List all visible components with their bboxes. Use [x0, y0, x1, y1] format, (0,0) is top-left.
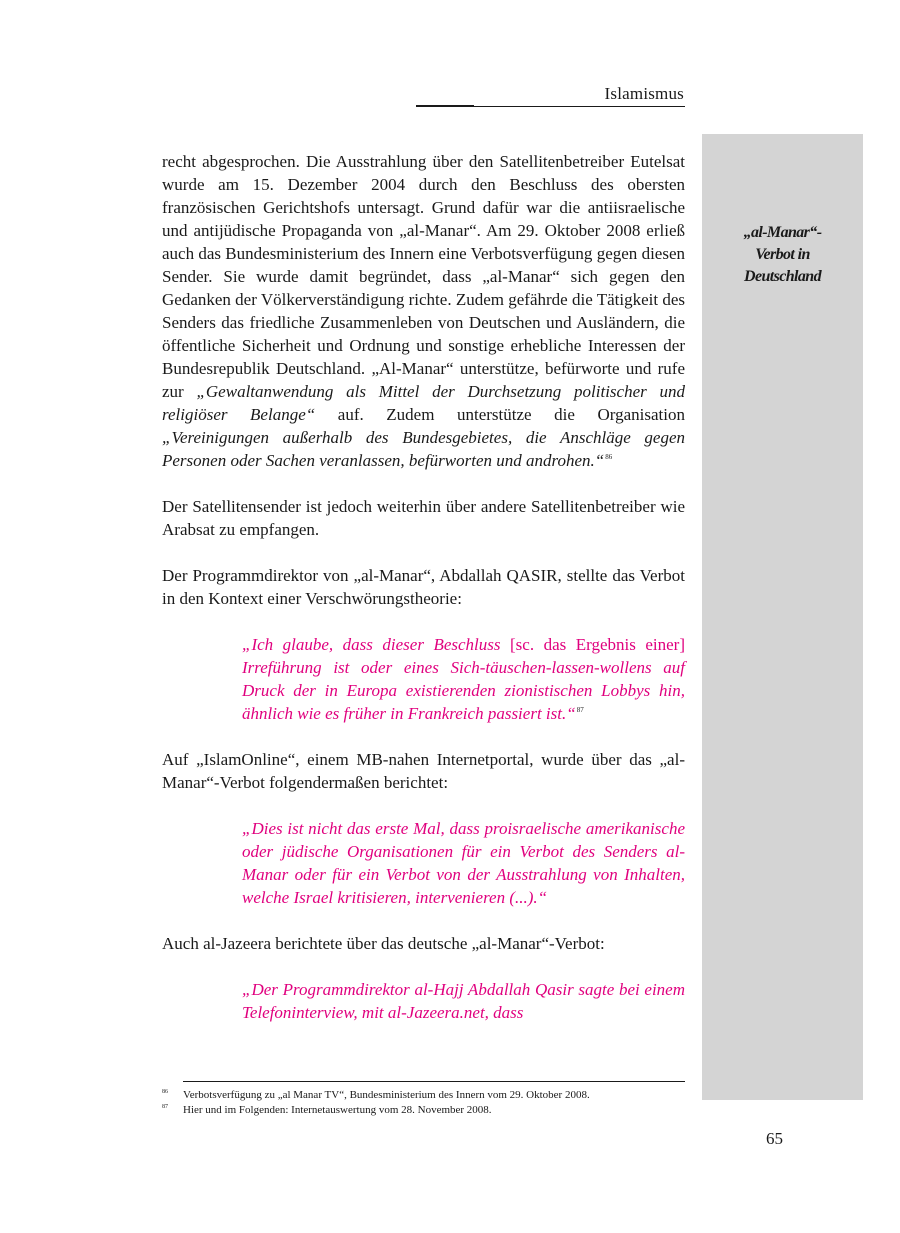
footnote-rule: [183, 1081, 685, 1082]
block-quote-3: „Der Programmdirektor al-Hajj Abdallah Qasir sagte bei einem Telefoninterview, mit al-Jazeera.net, dass: [242, 980, 685, 1022]
margin-note-line: Deutschland: [744, 268, 821, 285]
block-quote-2: „Dies ist nicht das erste Mal, dass proisraelische amerikanische oder jüdische Organisationen für ein Verbot des Senders al-Manar oder für ein Verbot von der Ausstrahlung von Inhalten, welche Israel kritisieren, intervenieren (...).“: [242, 819, 685, 907]
quote-text: „Ich glaube, dass dieser Beschluss: [242, 635, 510, 654]
header-rule-accent: [416, 105, 474, 107]
paragraph-2: Der Satellitensender ist jedoch weiterhin über andere Satellitenbetreiber wie Arabsat zu empfangen.: [162, 497, 685, 539]
main-text: [162, 150, 685, 1024]
footnote-ref[interactable]: 86: [605, 453, 613, 461]
margin-note-line: Verbot in: [755, 246, 810, 263]
footnotes: [162, 1088, 685, 1118]
paragraph-3: Der Programmdirektor von „al-Manar“, Abdallah QASIR, stellte das Verbot in den Kontext einer Verschwörungstheorie:: [162, 566, 685, 608]
footnote: [162, 1103, 685, 1118]
quote-text: Irreführung ist oder eines Sich-täuschen-lassen-wollens auf Druck der in Europa existierenden zionistischen Lobbys hin, ähnlich wie es früher in Frankreich passiert ist.“: [242, 658, 685, 723]
footnote: [162, 1088, 685, 1103]
italic-citation: „Vereinigungen außerhalb des Bundesgebietes, die Anschläge gegen Personen oder Sachen veranlassen, befürworten und androhen.“: [162, 428, 685, 470]
footnote-number: 87: [162, 1104, 168, 1110]
running-header: Islamismus: [604, 84, 684, 103]
italic-citation: „Gewaltanwendung als Mittel der Durchsetzung politischer und religiöser Belange“: [162, 382, 685, 424]
page-number: 65: [766, 1129, 783, 1148]
block-quote-1: [242, 633, 685, 725]
quote-insertion: [sc. das Ergebnis einer]: [510, 635, 685, 654]
paragraph-4: Auf „IslamOnline“, einem MB-nahen Internetportal, wurde über das „al-Manar“-Verbot folgendermaßen berichtet:: [162, 750, 685, 792]
margin-note: [702, 222, 863, 288]
footnote-text: Hier und im Folgenden: Internetauswertung vom 28. November 2008.: [183, 1104, 492, 1116]
paragraph-1: [162, 150, 685, 472]
paragraph-text: recht abgesprochen. Die Ausstrahlung über den Satellitenbetreiber Eutelsat wurde am 15. Dezember 2004 durch den Beschluss des obersten französischen Gerichtshofs untersagt. Grund dafür war die antiisraelische und antijüdische Propaganda von „al-Manar“. Am 29. Oktober 2008 erließ auch das Bundesministerium des Innern eine Verbotsverfügung gegen diesen Sender. Sie wurde damit begründet, dass „al-Manar“ sich gegen den Gedanken der Völkerverständigung richte. Zudem gefährde die Tätigkeit des Senders das friedliche Zusammenleben von Deutschen und Ausländern, die öffentliche Sicherheit und Ordnung und sonstige erhebliche Interessen der Bundesrepublik Deutschland. „Al-Manar“ unterstütze, befürworte und rufe zur: [162, 152, 685, 401]
footnote-text: Verbotsverfügung zu „al Manar TV“, Bundesministerium des Innern vom 29. Oktober 2008.: [183, 1089, 590, 1101]
footnote-ref[interactable]: 87: [576, 706, 584, 714]
paragraph-text: auf. Zudem unterstütze die Organisation: [315, 405, 685, 424]
footnote-number: 86: [162, 1089, 168, 1095]
margin-note-line: „al-Manar“-: [743, 224, 822, 241]
paragraph-5: Auch al-Jazeera berichtete über das deutsche „al-Manar“-Verbot:: [162, 934, 605, 953]
